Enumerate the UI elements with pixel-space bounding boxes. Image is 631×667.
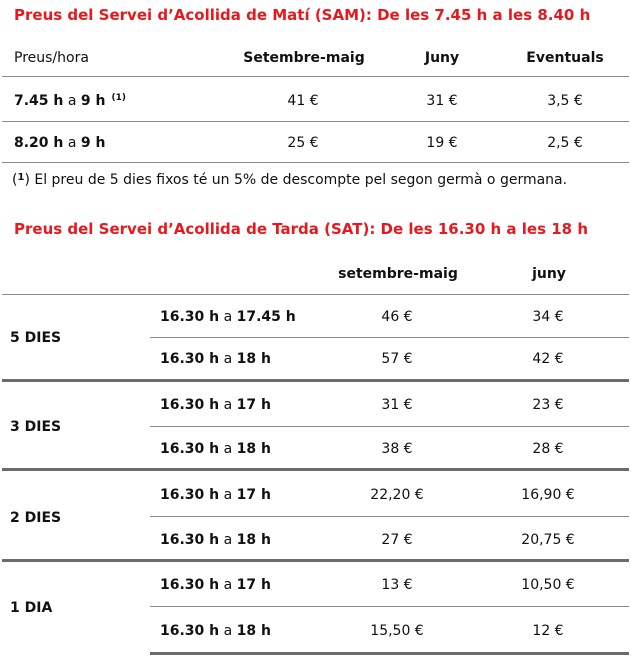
sat-2-dies-row-2-sep: a — [223, 532, 233, 548]
sam-row-2-setembre-maig: 25 € — [287, 135, 319, 151]
sat-3-dies-row-2-end: 18 h — [236, 441, 271, 457]
sat-1-dia-row-2-start: 16.30 h — [160, 623, 220, 639]
sat-1-dia-row-2-sep: a — [223, 623, 233, 639]
sat-3-dies-row-1-setembre-maig: 31 € — [381, 397, 413, 413]
sat-2-dies-row-2-juny: 20,75 € — [521, 532, 575, 548]
sam-row-2-end: 9 h — [80, 135, 106, 151]
sat-header-rule — [2, 294, 629, 295]
sam-header-juny: Juny — [424, 50, 460, 66]
sam-row-1-juny: 31 € — [426, 93, 458, 109]
sat-5-dies-row-2-setembre-maig: 57 € — [381, 351, 413, 367]
sat-2-dies-row-1-juny: 16,90 € — [521, 487, 575, 503]
sam-row-1-sep: a — [67, 93, 77, 109]
sat-5-dies-row-2-sep: a — [223, 351, 233, 367]
sam-row-2-time — [14, 135, 105, 151]
sat-5-dies-inner-rule — [150, 337, 629, 338]
sat-1-dia-row-1-sep: a — [223, 577, 233, 593]
sat-header-juny: juny — [532, 266, 566, 282]
sam-row-2-juny: 19 € — [426, 135, 458, 151]
sam-footnote: ($^1$) El preu de 5 dies fixos té un 5% de descompte pel segon germà o germana. — [12, 172, 568, 188]
sat-bottom-rule — [150, 652, 629, 655]
sat-2-dies-row-2-setembre-maig: 27 € — [381, 532, 413, 548]
sam-footnote-marker: 1 — [17, 172, 25, 183]
sat-5-dies-row-1-time — [160, 309, 296, 325]
sam-row-1-start: 7.45 h — [14, 93, 64, 109]
sam-title: Preus del Servei d’Acollida de Matí (SAM): De les 7.45 h a les 8.40 h — [14, 6, 591, 24]
sat-3-dies-row-2-sep: a — [223, 441, 233, 457]
sat-1-dia-inner-rule — [150, 606, 629, 607]
sam-row-2-start: 8.20 h — [14, 135, 64, 151]
sat-5-dies-row-1-setembre-maig: 46 € — [381, 309, 413, 325]
sam-header-setembre-maig: Setembre-maig — [243, 50, 365, 66]
sat-2-dies-row-1-setembre-maig: 22,20 € — [370, 487, 424, 503]
sam-row-1-end: 9 h — [80, 93, 106, 109]
sat-3-dies-inner-rule — [150, 426, 629, 427]
sat-5-dies-row-1-sep: a — [223, 309, 233, 325]
sat-3-dies-row-2-setembre-maig: 38 € — [381, 441, 413, 457]
sat-2-dies-row-2-start: 16.30 h — [160, 532, 220, 548]
sat-1-dia-row-1-time — [160, 577, 271, 593]
sam-footnote-text: El preu de 5 dies fixos té un 5% de descompte pel segon germà o germana. — [34, 172, 568, 188]
sam-bottom-rule — [2, 162, 629, 163]
sam-row-2-sep: a — [67, 135, 77, 151]
sam-header-label: Preus/hora — [14, 50, 89, 66]
sat-2-dies-row-2-time — [160, 532, 271, 548]
sat-2-dies-inner-rule — [150, 516, 629, 517]
sat-3-dies-row-2-start: 16.30 h — [160, 441, 220, 457]
sat-1-dia-row-1-setembre-maig: 13 € — [381, 577, 413, 593]
sat-header-setembre-maig: setembre-maig — [338, 266, 458, 282]
sat-1-dia-row-2-end: 18 h — [236, 623, 271, 639]
sam-row-rule — [2, 121, 629, 122]
sat-5-dies-row-2-start: 16.30 h — [160, 351, 220, 367]
sam-row-1-footnote-ref: (1) — [111, 93, 126, 103]
sat-group-2-dies-label: 2 DIES — [10, 510, 62, 526]
sat-3-dies-row-1-sep: a — [223, 397, 233, 413]
sam-row-2-eventuals: 2,5 € — [547, 135, 583, 151]
sat-group-3-dies-label: 3 DIES — [10, 419, 62, 435]
sat-1-dia-row-1-start: 16.30 h — [160, 577, 220, 593]
sat-3-dies-row-1-end: 17 h — [236, 397, 271, 413]
sat-2-dies-row-1-end: 17 h — [236, 487, 271, 503]
sat-5-dies-row-2-juny: 42 € — [532, 351, 564, 367]
sat-3-dies-row-1-start: 16.30 h — [160, 397, 220, 413]
sat-group-divider — [2, 379, 629, 382]
sat-1-dia-row-2-juny: 12 € — [532, 623, 564, 639]
sat-5-dies-row-1-end: 17.45 h — [236, 309, 296, 325]
sat-2-dies-row-1-sep: a — [223, 487, 233, 503]
sat-group-divider — [2, 559, 629, 562]
sat-1-dia-row-2-time — [160, 623, 271, 639]
sat-2-dies-row-1-start: 16.30 h — [160, 487, 220, 503]
sam-header-eventuals: Eventuals — [526, 50, 604, 66]
sat-5-dies-row-2-end: 18 h — [236, 351, 271, 367]
sat-group-1-dia-label: 1 DIA — [10, 600, 53, 616]
sat-5-dies-row-1-start: 16.30 h — [160, 309, 220, 325]
sam-row-1-eventuals: 3,5 € — [547, 93, 583, 109]
sat-1-dia-row-2-setembre-maig: 15,50 € — [370, 623, 424, 639]
sat-3-dies-row-1-time — [160, 397, 271, 413]
sat-group-5-dies-label: 5 DIES — [10, 330, 62, 346]
sam-header-rule — [2, 76, 629, 77]
sat-2-dies-row-2-end: 18 h — [236, 532, 271, 548]
sat-5-dies-row-1-juny: 34 € — [532, 309, 564, 325]
sam-row-1-time — [14, 93, 126, 109]
sam-row-1-setembre-maig: 41 € — [287, 93, 319, 109]
sat-1-dia-row-1-end: 17 h — [236, 577, 271, 593]
sat-group-divider — [2, 468, 629, 471]
sat-3-dies-row-2-juny: 28 € — [532, 441, 564, 457]
sat-2-dies-row-1-time — [160, 487, 271, 503]
sat-3-dies-row-2-time — [160, 441, 271, 457]
sat-3-dies-row-1-juny: 23 € — [532, 397, 564, 413]
sat-title: Preus del Servei d’Acollida de Tarda (SAT): De les 16.30 h a les 18 h — [14, 220, 589, 238]
sat-5-dies-row-2-time — [160, 351, 271, 367]
sat-1-dia-row-1-juny: 10,50 € — [521, 577, 575, 593]
